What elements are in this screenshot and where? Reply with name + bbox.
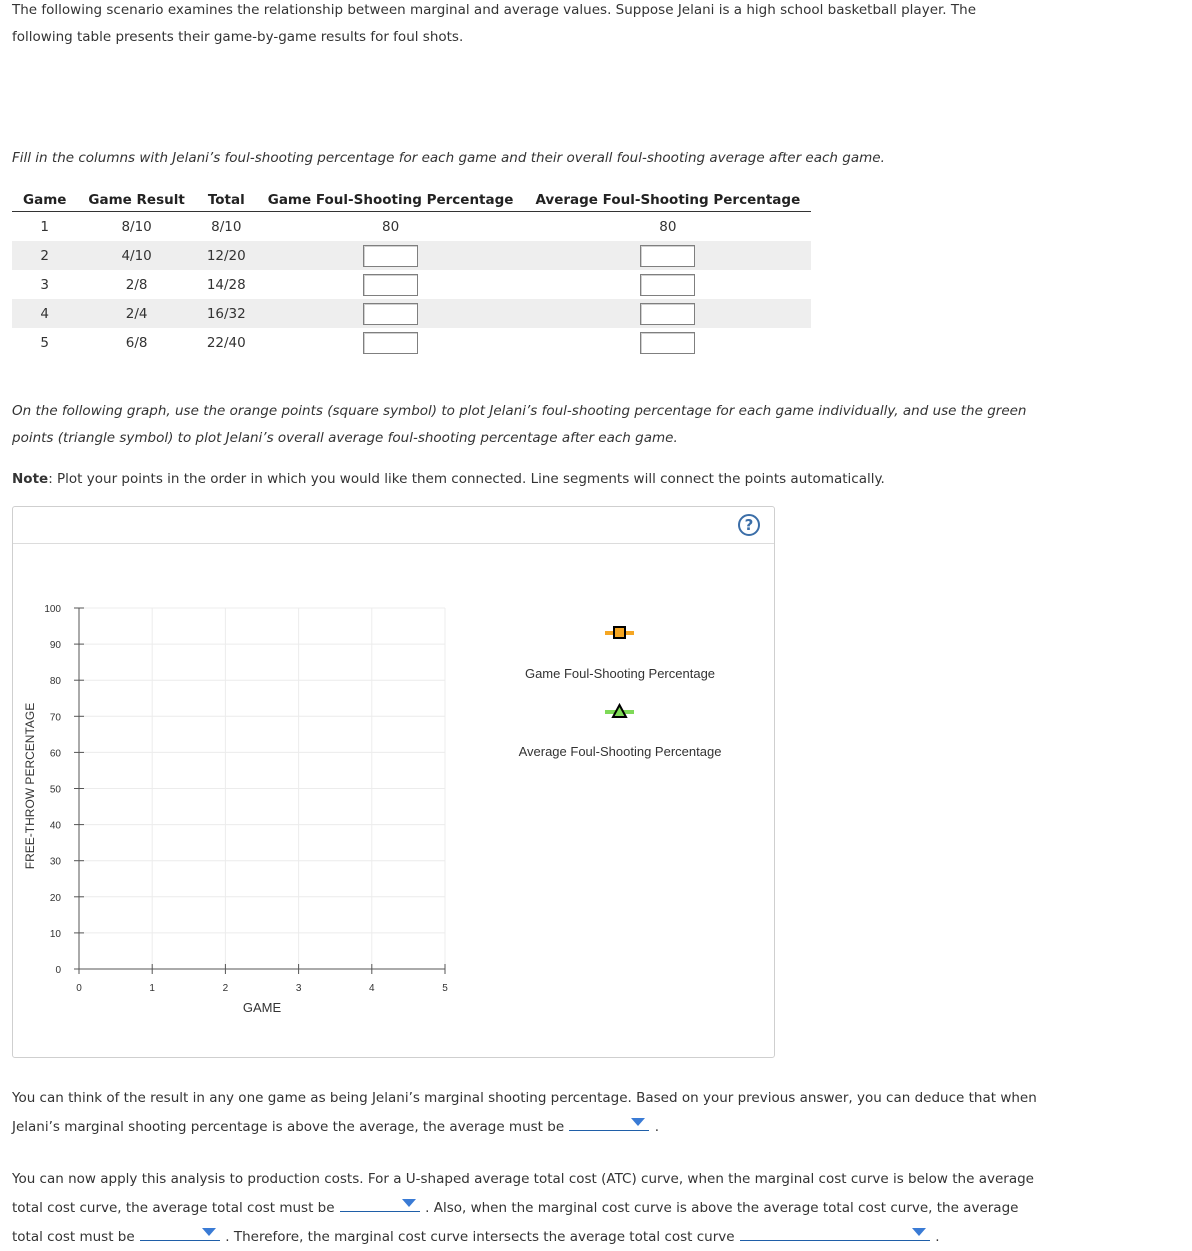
header-avg-pct: Average Foul-Shooting Percentage <box>524 184 811 212</box>
y-tick-label: 80 <box>49 676 61 688</box>
graph-instr-line-2: points (triangle symbol) to plot Jelani’s overall average foul-shooting percentage after each game. <box>12 430 678 446</box>
question-1 <box>12 1085 1037 1141</box>
chevron-down-icon <box>912 1228 926 1236</box>
avg-pct-cell <box>524 328 811 357</box>
header-game: Game <box>12 184 77 212</box>
y-tick-label: 50 <box>49 784 61 796</box>
game-cell: 5 <box>40 334 49 351</box>
game-pct-input[interactable] <box>363 274 418 296</box>
average-direction-dropdown[interactable] <box>569 1112 649 1131</box>
note <box>12 466 885 493</box>
total-cell: 16/32 <box>196 299 257 328</box>
q2-text-d: . Therefore, the marginal cost curve intersects the average total cost curve <box>225 1229 735 1245</box>
header-game-result: Game Result <box>77 184 195 212</box>
y-tick-label: 70 <box>49 712 61 724</box>
fill-instructions: Fill in the columns with Jelani’s foul-shooting percentage for each game and their overall foul-shooting average after each game. <box>12 150 885 166</box>
q2-text-c: total cost must be <box>12 1229 135 1245</box>
q2-text-b: . Also, when the marginal cost curve is above the average total cost curve, the average <box>425 1200 1019 1216</box>
x-tick-label: 3 <box>295 983 302 994</box>
result-cell: 8/10 <box>121 218 152 235</box>
y-tick-label: 40 <box>49 820 61 832</box>
avg-pct-input[interactable] <box>640 303 695 325</box>
question-2 <box>12 1166 1034 1251</box>
avg-pct-input[interactable] <box>640 274 695 296</box>
intro-line-1: The following scenario examines the relationship between marginal and average values. Suppose Jelani is a high school basketball player. The <box>12 2 976 18</box>
q2-line-1: You can now apply this analysis to production costs. For a U-shaped average total cost (ATC) curve, when the marginal cost curve is below the average <box>12 1171 1034 1187</box>
atc-above-dropdown[interactable] <box>140 1222 220 1241</box>
game-cell: 3 <box>40 276 49 293</box>
plot-area[interactable] <box>13 507 774 1057</box>
table-row <box>12 328 811 357</box>
x-tick-label: 1 <box>149 983 155 994</box>
avg-pct-cell <box>524 299 811 328</box>
x-axis-label: GAME <box>242 1000 282 1015</box>
q2-line-3 <box>12 1222 1034 1251</box>
q2-text-a: total cost curve, the average total cost must be <box>12 1200 335 1216</box>
y-tick-label: 60 <box>49 748 61 760</box>
header-game-pct: Game Foul-Shooting Percentage <box>257 184 525 212</box>
game-pct-input[interactable] <box>363 245 418 267</box>
result-cell: 4/10 <box>77 241 195 270</box>
table-header-row <box>12 184 811 212</box>
legend-game-pct-square[interactable] <box>614 627 625 638</box>
x-tick-label: 5 <box>442 983 448 994</box>
chevron-down-icon <box>631 1118 645 1126</box>
y-tick-label: 90 <box>49 640 61 652</box>
table-row <box>12 270 811 299</box>
x-tick-label: 0 <box>76 983 82 994</box>
y-tick-label: 100 <box>44 604 61 615</box>
result-cell: 6/8 <box>125 334 148 351</box>
legend-avg-pct-label: Average Foul-Shooting Percentage <box>518 744 722 759</box>
q1-text-a: Jelani’s marginal shooting percentage is above the average, the average must be <box>12 1119 565 1135</box>
intersection-dropdown[interactable] <box>740 1222 930 1241</box>
q2-text-e: . <box>935 1229 940 1245</box>
game-pct-cell <box>257 270 525 299</box>
y-tick-label: 20 <box>49 892 61 904</box>
total-cell: 22/40 <box>206 334 246 351</box>
avg-pct-cell <box>524 270 811 299</box>
y-axis-label: FREE-THROW PERCENTAGE <box>23 702 37 870</box>
note-label: Note <box>12 471 49 487</box>
avg-pct-input[interactable] <box>640 332 695 354</box>
avg-pct-cell <box>524 241 811 270</box>
help-icon[interactable]: ? <box>738 514 760 536</box>
atc-below-dropdown[interactable] <box>340 1193 420 1212</box>
game-cell: 4 <box>12 299 77 328</box>
y-tick-label: 10 <box>49 928 61 940</box>
game-pct-cell: 80 <box>381 218 400 235</box>
intro-text <box>12 0 976 51</box>
y-tick-label: 30 <box>49 856 61 868</box>
y-tick-label: 0 <box>55 965 61 976</box>
q1-line-1: You can think of the result in any one game as being Jelani’s marginal shooting percentage. Based on your previous answer, you can deduce that when <box>12 1090 1037 1106</box>
game-cell: 2 <box>12 241 77 270</box>
header-total: Total <box>196 184 257 212</box>
note-text: : Plot your points in the order in which you would like them connected. Line segments will connect the points automatically. <box>48 471 885 487</box>
total-cell: 12/20 <box>196 241 257 270</box>
graph-instructions <box>12 398 1026 452</box>
chevron-down-icon <box>202 1228 216 1236</box>
result-cell: 2/4 <box>77 299 195 328</box>
table-row <box>12 299 811 328</box>
graph-instr-line-1: On the following graph, use the orange points (square symbol) to plot Jelani’s foul-shooting percentage for each game individually, and use the green <box>12 403 1027 419</box>
game-pct-cell <box>257 328 525 357</box>
intro-line-2: following table presents their game-by-game results for foul shots. <box>12 29 464 45</box>
avg-pct-cell: 80 <box>659 218 677 235</box>
total-cell: 14/28 <box>206 276 246 293</box>
q1-text-b: . <box>654 1119 660 1135</box>
foul-shot-table <box>12 184 811 357</box>
graph-panel <box>12 506 775 1058</box>
table-row <box>12 241 811 270</box>
q2-line-2 <box>12 1193 1034 1222</box>
x-tick-label: 4 <box>369 983 375 994</box>
total-cell: 8/10 <box>211 218 242 235</box>
game-pct-cell <box>257 299 525 328</box>
result-cell: 2/8 <box>125 276 148 293</box>
x-tick-label: 2 <box>222 983 229 994</box>
legend-game-pct-label: Game Foul-Shooting Percentage <box>524 666 716 681</box>
q1-line-2 <box>12 1112 1037 1141</box>
chevron-down-icon <box>402 1199 416 1207</box>
avg-pct-input[interactable] <box>640 245 695 267</box>
game-pct-input[interactable] <box>363 303 418 325</box>
table-row <box>12 212 811 242</box>
game-cell: 1 <box>40 218 49 235</box>
game-pct-cell <box>257 241 525 270</box>
game-pct-input[interactable] <box>363 332 418 354</box>
